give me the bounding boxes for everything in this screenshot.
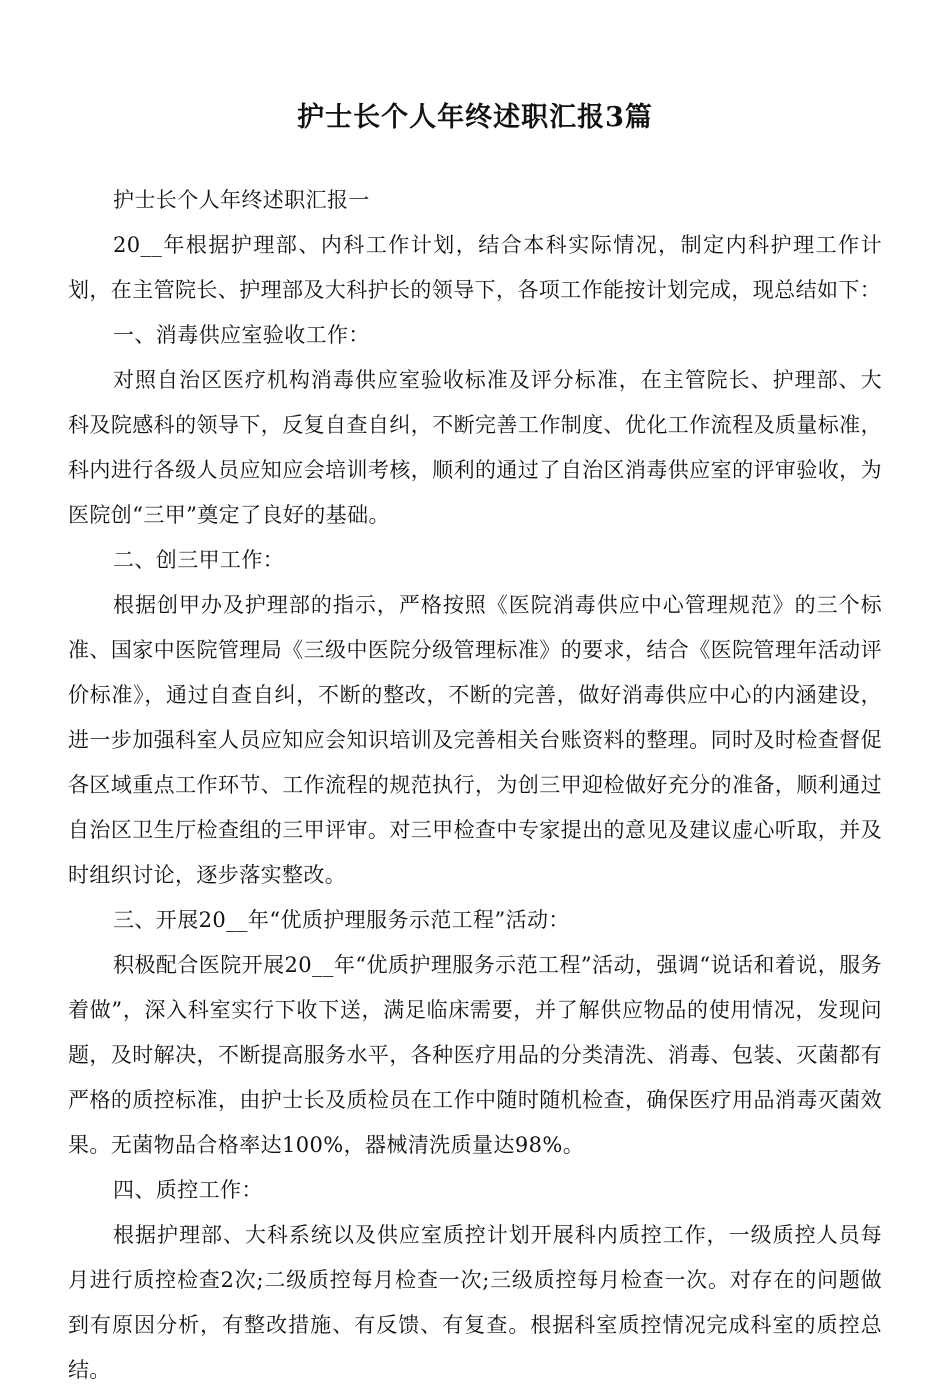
section-heading-disinfection: 一、消毒供应室验收工作： <box>113 323 370 347</box>
section-heading-report-one: 护士长个人年终述职汇报一 <box>113 188 370 212</box>
paragraph-grade-a: 根据创甲办及护理部的指示，严格按照《医院消毒供应中心管理规范》的三个标准、国家中医院管理局《三级中医院分级管理标准》的要求，结合《医院管理年活动评价标准》，通过自查自纠，不断的整改，不断的完善，做好消毒供应中心的内涵建设，进一步加强科室人员应知应会知识培训及完善相关台账资料的整理。同时及时检查督促各区域重点工作环节、工作流程的规范执行，为创三甲迎检做好充分的准备，顺利通过自治区卫生厅检查组的三甲评审。对三甲检查中专家提出的意见及建议虚心听取，并及时组织讨论，逐步落实整改。 <box>68 593 882 887</box>
paragraph-quality-service: 积极配合医院开展20__年“优质护理服务示范工程”活动，强调“说话和着说，服务着做”，深入科室实行下收下送，满足临床需要，并了解供应物品的使用情况，发现问题，及时解决，不断提高服务水平，各种医疗用品的分类清洗、消毒、包装、灭菌都有严格的质控标准，由护士长及质检员在工作中随时随机检查，确保医疗用品消毒灭菌效果。无菌物品合格率达100%，器械清洗质量达98%。 <box>68 953 882 1157</box>
document-body <box>68 178 882 1393</box>
paragraph-quality-control: 根据护理部、大科系统以及供应室质控计划开展科内质控工作，一级质控人员每月进行质控检查2次;二级质控每月检查一次;三级质控每月检查一次。对存在的问题做到有原因分析，有整改措施、有反馈、有复查。根据科室质控情况完成科室的质控总结。 <box>68 1223 882 1382</box>
section-heading-quality-service: 三、开展20__年“优质护理服务示范工程”活动： <box>113 908 570 932</box>
section-heading-quality-control: 四、质控工作： <box>113 1178 263 1202</box>
paragraph-intro: 20__年根据护理部、内科工作计划，结合本科实际情况，制定内科护理工作计划，在主管院长、护理部及大科护长的领导下，各项工作能按计划完成，现总结如下： <box>68 233 882 302</box>
document-title: 护士长个人年终述职汇报3篇 <box>297 102 653 133</box>
paragraph-disinfection: 对照自治区医疗机构消毒供应室验收标准及评分标准，在主管院长、护理部、大科及院感科的领导下，反复自查自纠，不断完善工作制度、优化工作流程及质量标准，科内进行各级人员应知应会培训考核，顺利的通过了自治区消毒供应室的评审验收，为医院创“三甲”奠定了良好的基础。 <box>68 368 882 527</box>
section-heading-grade-a: 二、创三甲工作： <box>113 548 285 572</box>
